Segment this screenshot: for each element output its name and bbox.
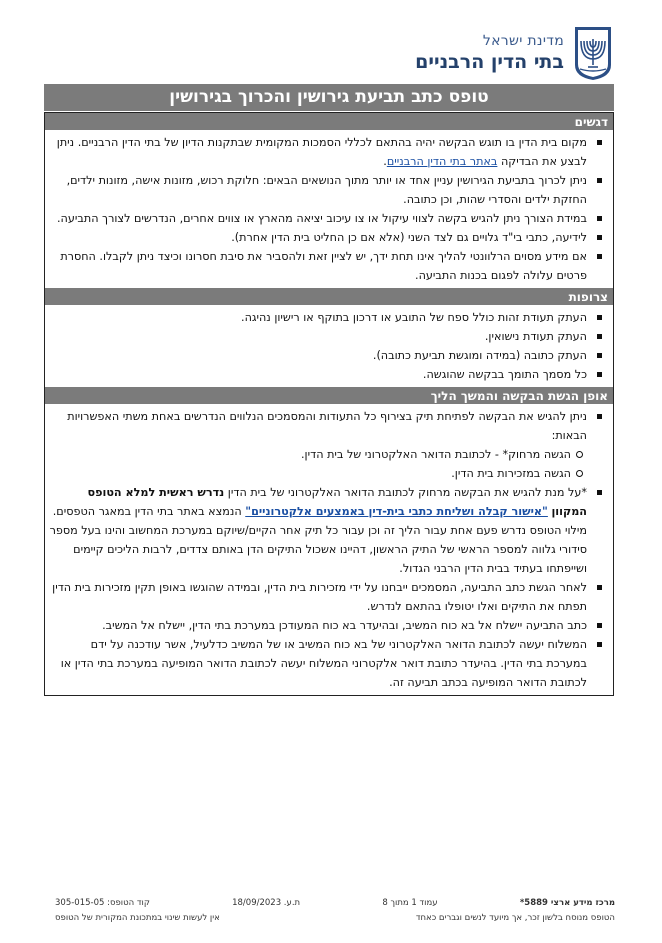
list-item: העתק תעודת זהות כולל ספח של התובע או דרכון בתוקף או רישיון נהיגה. <box>49 308 613 327</box>
list-item: כל מסמך התומך בבקשה שהוגשה. <box>49 365 613 384</box>
sub-list-item: הגשה מרחוק* - לכתובת הדואר האלקטרוני של בית הדין. <box>49 445 613 464</box>
rabbinical-courts-site-link[interactable]: באתר בתי הדין הרבניים <box>386 155 498 168</box>
list-item: כתב התביעה יישלח אל בא כוח המשיב, ובהיעדר בא כוח המעודכן במערכת בתי הדין, יישלח אל המשיב. <box>49 616 613 635</box>
footer-change-note: אין לעשות שינוי במתכונת המקורית של הטופס <box>55 913 220 923</box>
list-item: ניתן להגיש את הבקשה לפתיחת תיק בצירוף כל התעודות והמסמכים הנלווים הנדרשים באחת משתי האפשרויות הבאות: <box>49 407 613 445</box>
electronic-approval-form-link[interactable]: "אישור קבלה ושליחת כתבי בית-דין באמצעים אלקטרוניים" <box>245 505 548 518</box>
list-item: במידת הצורך ניתן להגיש בקשה לצווי עיקול או צו עיכוב יציאה מהארץ או צווים אחרים, הנדרשים לצורך התביעה. <box>49 209 613 228</box>
list-item: מקום בית הדין בו תוגש הבקשה יהיה בהתאם לכללי הסמכות המקומית שבתקנות הדיון של בתי הדין הרבניים. ניתן לבצע את הבדיקה באתר בתי הדין הרבניים. <box>49 133 613 171</box>
page-header <box>415 18 614 88</box>
list-item: אם מידע מסוים הרלוונטי להליך אינו תחת ידך, יש לציין זאת ולהסביר את סיבת חסרונו וכיצד ניתן לקבלו. החסרת פרטים עלולה לפגום בכנות התביעה. <box>49 247 613 285</box>
sub-list-item: הגשה במזכירות בית הדין. <box>49 464 613 483</box>
list-item: לידיעה, כתבי בי"ד גלויים גם לצד השני (אלא אם כן החליט בית הדין אחרת). <box>49 228 613 247</box>
list-item: העתק כתובה (במידה ומוגשת תביעת כתובה). <box>49 346 613 365</box>
footer-gender-note: הטופס מנוסח בלשון זכר, אך מיועד לנשים וגברים כאחד <box>415 913 615 923</box>
section-emphases <box>44 112 614 696</box>
list-item: לאחר הגשת כתב התביעה, המסמכים ייבחנו על ידי מזכירות בית הדין, ובמידה שהוגשו באופן תקין מזכירות בית הדין תפתח את התיקים ואלו יטופלו בהתאם לנדרש. <box>49 578 613 616</box>
call-center: מרכז מידע ארצי 5889* <box>519 898 615 908</box>
section-heading: אופן הגשת הבקשה והמשך הליך <box>45 387 613 404</box>
list-item: המשלוח יעשה לכתובת הדואר האלקטרוני של בא כוח המשיב או של המשיב כדלעיל, אשר עודכנה על ידם במערכת בתי הדין. בהיעדר כתובת דואר אלקטרוני המשלוח יעשה לכתובת הדואר המופיעה במערכת בתי הדין או לכתובת הדואר המופיעה בכתב תביעה זה. <box>49 635 613 692</box>
page-title: טופס כתב תביעת גירושין והכרוך בגירושין <box>44 84 614 111</box>
form-date: ת.ע. 18/09/2023 <box>232 898 301 908</box>
list-item: העתק תעודת נישואין. <box>49 327 613 346</box>
state-emblem-icon <box>572 25 614 81</box>
form-code: קוד הטופס: 305-015-05 <box>55 898 150 908</box>
page-footer <box>55 898 615 923</box>
section-heading: דגשים <box>45 113 613 130</box>
section-heading: צרופות <box>45 288 613 305</box>
list-item: ניתן לכרוך בתביעת הגירושין עניין אחד או יותר מתוך הנושאים הבאים: חלוקת רכוש, מזונות אישה, מזונות ילדים, החזקת ילדים והסדרי שהות, וכן כתובה. <box>49 171 613 209</box>
header-org-name: בתי הדין הרבניים <box>415 51 564 73</box>
page-number: עמוד 1 מתוך 8 <box>382 898 438 908</box>
list-item: *על מנת להגיש את הבקשה מרחוק לכתובת הדואר האלקטרוני של בית הדין נדרש ראשית למלא הטופס המקוון "אישור קבלה ושליחת כתבי בית-דין באמצעים אלקטרוניים" הנמצא באתר בתי הדין במאגר הטפסים. מילוי הטופס נדרש פעם אחת עבור הליך זה וכן עבור כל תיק אחר הקיים/שיוקם במערכת המחשוב והינו בעל מספר סידורי גלווה למספר הראשי של התיק הראשון, דהיינו אשכול התיקים הדן באותם צדדים, לרבות הליכים קיימים ושייפתחו בעתיד בבית הדין הרבני הגדול. <box>49 483 613 578</box>
header-state-name: מדינת ישראל <box>482 33 564 49</box>
